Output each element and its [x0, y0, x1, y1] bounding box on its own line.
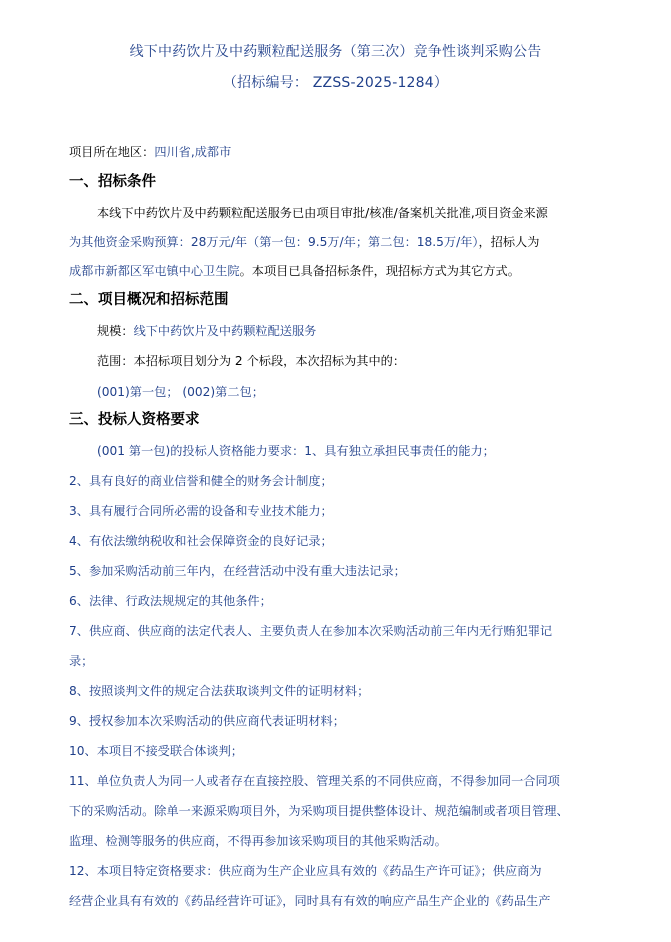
conditions-text: 。本项目已具备招标条件，现招标方式为其它方式。 [239, 264, 520, 278]
conditions-line-1 [97, 204, 609, 222]
section-heading-overview: 二、项目概况和招标范围 [69, 292, 229, 308]
scale-value: 线下中药饮片及中药颗粒配送服务 [133, 324, 317, 338]
qualification-item: 2、具有良好的商业信誉和健全的财务会计制度； [69, 474, 333, 488]
conditions-line-2 [69, 233, 609, 251]
qualification-item: 12、本项目特定资格要求：供应商为生产企业应具有效的《药品生产许可证》；供应商为 [69, 864, 542, 878]
qualification-item: 5、参加采购活动前三年内，在经营活动中没有重大违法记录； [69, 564, 406, 578]
conditions-text: ，招标人为 [478, 235, 540, 249]
location-label: 项目所在地区： [69, 145, 155, 159]
qualification-item: 11、单位负责人为同一人或者存在直接控股、管理关系的不同供应商，不得参加同一合同项 [69, 774, 560, 788]
project-location [69, 143, 609, 161]
conditions-text: 本线下中药饮片及中药颗粒配送服务已由项目审批/核准/备案机关批准,项目资金来源 [97, 206, 548, 220]
qualification-item: 录； [69, 654, 94, 668]
tenderer-name: 成都市新都区军屯镇中心卫生院 [69, 264, 240, 278]
qualification-item: (001 第一包)的投标人资格能力要求：1、具有独立承担民事责任的能力； [97, 444, 495, 458]
conditions-line-3 [69, 262, 609, 280]
qualification-item: 7、供应商、供应商的法定代表人、主要负责人在参加本次采购活动前三年内无行贿犯罪记 [69, 624, 553, 638]
package-list: (001)第一包； (002)第二包； [97, 385, 264, 399]
qualification-item: 下的采购活动。除单一来源采购项目外，为采购项目提供整体设计、规范编制或者项目管理、 [69, 804, 569, 818]
qualification-item: 10、本项目不接受联合体谈判； [69, 744, 243, 758]
location-value: 四川省,成都市 [154, 145, 232, 159]
page-title: 线下中药饮片及中药颗粒配送服务（第三次）竞争性谈判采购公告 [129, 44, 542, 60]
qualification-item: 4、有依法缴纳税收和社会保障资金的良好记录； [69, 534, 333, 548]
qualification-item: 3、具有履行合同所必需的设备和专业技术能力； [69, 504, 333, 518]
qualification-item: 9、授权参加本次采购活动的供应商代表证明材料； [69, 714, 345, 728]
qualification-item: 6、法律、行政法规规定的其他条件； [69, 594, 272, 608]
budget-text: 为其他资金采购预算：28万元/年（第一包：9.5万/年；第二包：18.5万/年） [69, 235, 479, 249]
qualification-item: 监理、检测等服务的供应商，不得再参加该采购项目的其他采购活动。 [69, 834, 447, 848]
section-heading-conditions: 一、招标条件 [69, 174, 156, 190]
qualification-item: 经营企业具有有效的《药品经营许可证》，同时具有有效的响应产品生产企业的《药品生产 [69, 894, 551, 908]
tender-code: （招标编号： ZZSS-2025-1284） [222, 75, 449, 91]
project-range: 范围：本招标项目划分为 2 个标段，本次招标为其中的： [97, 354, 406, 368]
project-scale [97, 322, 609, 340]
qualification-item: 8、按照谈判文件的规定合法获取谈判文件的证明材料； [69, 684, 370, 698]
section-heading-qualifications: 三、投标人资格要求 [69, 412, 200, 428]
scale-label: 规模： [97, 324, 134, 338]
